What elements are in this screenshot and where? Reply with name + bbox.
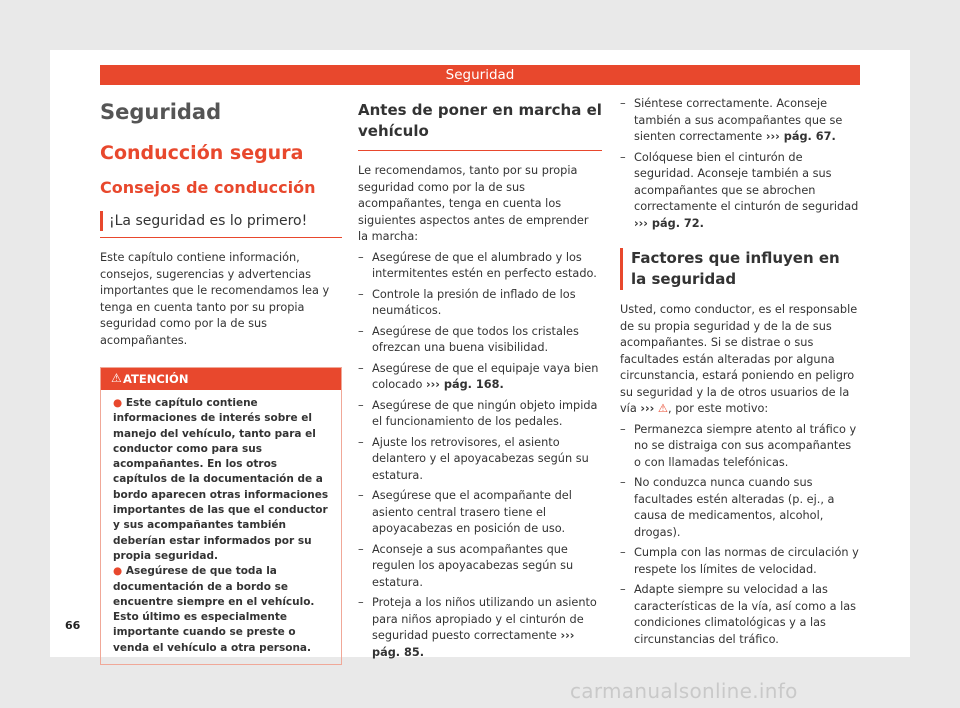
warning-label: ATENCIÓN <box>123 372 189 386</box>
warning-triangle-icon: ⚠ <box>111 371 122 385</box>
list-item: – No conduzca nunca cuando sus facultades estén alteradas (p. ej., a causa de medicamentos, alcohol, drogas). <box>620 475 860 541</box>
list-item: – Siéntese correctamente. Aconseje también a sus acompañantes que se sienten correctamente ››› pág. 67. <box>620 96 860 146</box>
middle-list <box>358 250 602 662</box>
bullet-icon: ● <box>113 397 126 409</box>
middle-title: Antes de poner en marcha el vehículo <box>358 101 602 140</box>
list-item: – Asegúrese de que el alumbrado y los intermitentes estén en perfecto estado. <box>358 250 602 283</box>
topic-title: ¡La seguridad es lo primero! <box>100 211 342 231</box>
warning-triangle-icon: ⚠ <box>657 402 669 415</box>
factors-intro: Usted, como conductor, es el responsable de su propia seguridad y de la de sus acompañantes. Si se distrae o sus facultades están alteradas por alguna circunstancia, estará poniendo en peligro su seguridad y la de otros usuarios de la vía ››› ⚠, por este motivo: <box>620 303 858 415</box>
right-column <box>620 96 860 652</box>
topic-divider <box>100 237 342 238</box>
page-reference[interactable]: ››› pág. 168. <box>425 378 504 391</box>
warning-header <box>101 368 341 390</box>
subsection-title: Consejos de conducción <box>100 178 316 197</box>
factors-title: Factores que influyen en la seguridad <box>620 248 860 290</box>
list-item: – Aconseje a sus acompañantes que regulen los apoyacabezas según su estatura. <box>358 542 602 592</box>
list-item: – Asegúrese de que el equipaje vaya bien colocado ››› pág. 168. <box>358 361 602 394</box>
middle-column <box>358 96 602 665</box>
warning-box <box>100 367 342 665</box>
warning-reference[interactable]: ››› <box>640 402 655 415</box>
bullet-icon: ● <box>113 565 126 578</box>
list-item: – Adapte siempre su velocidad a las características de la vía, así como a las condiciones climatológicas y a las circunstancias del tráfico. <box>620 582 860 648</box>
intro-paragraph: Este capítulo contiene información, consejos, sugerencias y advertencias importantes que le recomendamos lea y tenga en cuenta tanto por su propia seguridad como por la de sus acompañantes. <box>100 251 330 347</box>
warning-item-text: Asegúrese de que toda la documentación de a bordo se encuentre siempre en el vehículo. Esto último es especialmente importante cuando se preste o venda el vehículo a otra persona. <box>113 565 315 654</box>
page-number: 66 <box>65 619 81 632</box>
page-reference[interactable]: ››› pág. 72. <box>634 216 704 230</box>
right-top-list <box>620 96 860 232</box>
section-title: Seguridad <box>100 100 222 124</box>
list-item: – Permanezca siempre atento al tráfico y no se distraiga con sus acompañantes o con llamadas telefónicas. <box>620 422 860 472</box>
middle-divider <box>358 150 602 151</box>
page-reference[interactable]: ››› pág. 85. <box>372 629 575 659</box>
warning-item <box>113 396 333 564</box>
list-item: – Ajuste los retrovisores, el asiento delantero y el apoyacabezas según su estatura. <box>358 435 602 485</box>
list-item: – Asegúrese de que ningún objeto impida el funcionamiento de los pedales. <box>358 398 602 431</box>
factors-list <box>620 422 860 649</box>
left-column <box>100 96 342 665</box>
list-item: – Proteja a los niños utilizando un asiento para niños apropiado y el cinturón de seguridad puesto correctamente ››› pág. 85. <box>358 595 602 661</box>
warning-body <box>101 390 341 664</box>
warning-item <box>113 564 333 656</box>
page-reference[interactable]: ››› pág. 67. <box>765 130 836 143</box>
watermark: carmanualsonline.info <box>570 679 798 703</box>
list-item: – Colóquese bien el cinturón de seguridad. Aconseje también a sus acompañantes que se abrochen correctamente el cinturón de seguridad ››› pág. 72. <box>620 150 860 233</box>
middle-intro: Le recomendamos, tanto por su propia seguridad como por la de sus acompañantes, tenga en cuenta los siguientes aspectos antes de emprender la marcha: <box>358 164 589 243</box>
section-header-bar: Seguridad <box>100 65 860 85</box>
list-item: – Controle la presión de inflado de los neumáticos. <box>358 287 602 320</box>
chapter-title: Conducción segura <box>100 142 304 164</box>
list-item: – Cumpla con las normas de circulación y respete los límites de velocidad. <box>620 545 860 578</box>
list-item: – Asegúrese que el acompañante del asiento central trasero tiene el apoyacabezas en posición de uso. <box>358 488 602 538</box>
list-item: – Asegúrese de que todos los cristales ofrezcan una buena visibilidad. <box>358 324 602 357</box>
warning-item-text: Este capítulo contiene informaciones de interés sobre el manejo del vehículo, tanto para el conductor como para sus acompañantes. En los otros capítulos de la documentación de a bordo aparecen otras informaciones importantes de las que el conductor y sus acompañantes también deberían estar informados por su propia seguridad. <box>113 397 329 562</box>
